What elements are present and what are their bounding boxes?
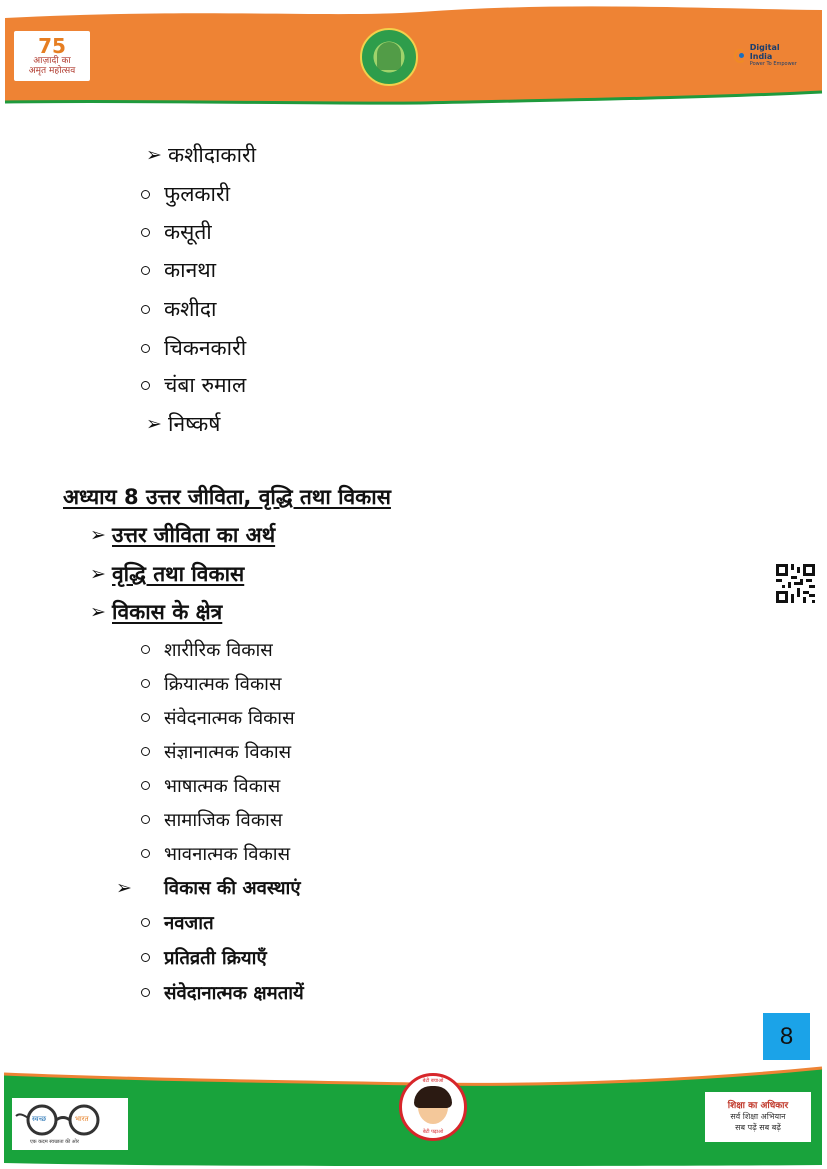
list-item: सामाजिक विकास	[141, 807, 282, 832]
circle-bullet-icon	[141, 713, 150, 722]
arrow-bullet-icon: ➢	[90, 524, 106, 546]
circle-bullet-icon	[141, 781, 150, 790]
list-item: कसूती	[141, 218, 212, 246]
circle-bullet-icon	[141, 228, 150, 237]
list-item: शारीरिक विकास	[141, 637, 273, 662]
page-number-badge: 8	[763, 1013, 810, 1060]
arrow-bullet-icon: ➢	[116, 876, 132, 899]
school-emblem-icon	[360, 28, 418, 86]
right-to-education-logo: शिक्षा का अधिकार सर्व शिक्षा अभियान सब पढ़ें सब बढ़ें	[705, 1092, 811, 1142]
list-item: चंबा रुमाल	[141, 371, 246, 399]
circle-bullet-icon	[141, 645, 150, 654]
list-item: भाषात्मक विकास	[141, 773, 280, 798]
list-item: ➢ निष्कर्ष	[146, 412, 221, 436]
section-item: ➢ वृद्धि तथा विकास	[90, 562, 245, 586]
circle-bullet-icon	[141, 849, 150, 858]
circle-bullet-icon	[141, 988, 150, 997]
list-item: नवजात	[141, 910, 214, 935]
digital-india-logo: Digital India Power To Empower	[734, 44, 804, 68]
stages-heading-item: ➢ विकास की अवस्थाएं	[116, 876, 301, 899]
circle-bullet-icon	[141, 381, 150, 390]
list-item: संज्ञानात्मक विकास	[141, 739, 291, 764]
list-item: कानथा	[141, 256, 216, 284]
circle-bullet-icon	[141, 918, 150, 927]
list-item: भावनात्मक विकास	[141, 841, 290, 866]
circle-bullet-icon	[141, 190, 150, 199]
circle-bullet-icon	[141, 266, 150, 275]
chapter-heading: अध्याय 8 उत्तर जीविता, वृद्धि तथा विकास	[63, 485, 391, 509]
list-item: प्रतिव्रती क्रियाएँ	[141, 945, 267, 970]
girl-face-icon	[418, 1090, 448, 1124]
list-item: क्रियात्मक विकास	[141, 671, 281, 696]
list-item: चिकनकारी	[141, 334, 246, 362]
circle-bullet-icon	[141, 953, 150, 962]
list-item: संवेदानात्मक क्षमतायें	[141, 980, 304, 1005]
arrow-bullet-icon: ➢	[90, 563, 106, 585]
circle-bullet-icon	[141, 344, 150, 353]
azadi-ka-amrit-mahotsav-logo: 75 आज़ादी का अमृत महोत्सव	[14, 31, 90, 81]
circle-bullet-icon	[141, 679, 150, 688]
circle-bullet-icon	[141, 747, 150, 756]
list-item: कशीदा	[141, 295, 216, 323]
list-item: फुलकारी	[141, 180, 230, 208]
list-item: ➢ कशीदाकारी	[146, 143, 257, 167]
beti-bachao-beti-padhao-logo: बेटी बचाओ बेटी पढ़ाओ	[399, 1073, 467, 1141]
circle-bullet-icon	[141, 815, 150, 824]
qr-code-icon[interactable]	[776, 564, 815, 603]
arrow-bullet-icon: ➢	[146, 144, 162, 166]
section-item: ➢ विकास के क्षेत्र	[90, 600, 223, 624]
swachh-bharat-logo: स्वच्छ भारत एक कदम स्वच्छता की ओर	[12, 1098, 128, 1150]
circle-bullet-icon	[141, 305, 150, 314]
list-item: संवेदनात्मक विकास	[141, 705, 295, 730]
section-item: ➢ उत्तर जीविता का अर्थ	[90, 523, 276, 547]
digital-india-mark-icon	[734, 47, 748, 65]
arrow-bullet-icon: ➢	[90, 601, 106, 623]
arrow-bullet-icon: ➢	[146, 413, 162, 435]
